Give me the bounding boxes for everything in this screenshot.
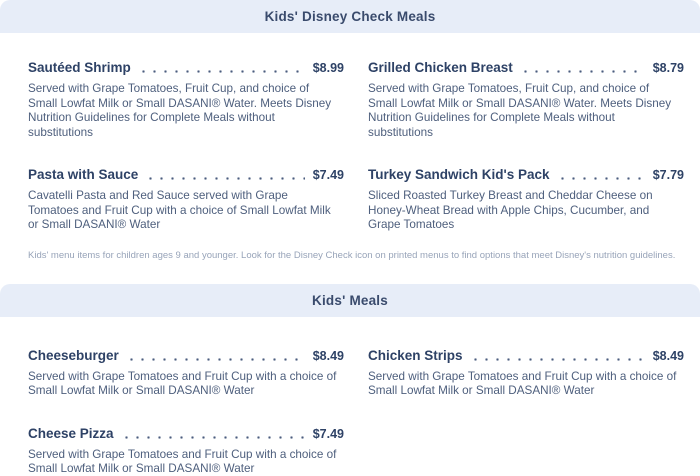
dot-leader bbox=[520, 70, 645, 73]
menu-item-cheeseburger bbox=[28, 347, 344, 399]
section-header bbox=[0, 0, 700, 33]
item-description: Cavatelli Pasta and Red Sauce served with Grape Tomatoes and Fruit Cup with a choice of Small Lowfat Milk or Small DASANI® Water bbox=[28, 189, 331, 231]
item-description: Served with Grape Tomatoes and Fruit Cup with a choice of Small Lowfat Milk or Small DASANI® Water bbox=[368, 369, 677, 397]
item-description: Sliced Roasted Turkey Breast and Cheddar Cheese on Honey-Wheat Bread with Apple Chips, Cucumber, and Grape Tomatoes bbox=[368, 189, 653, 231]
item-price: $7.49 bbox=[312, 168, 344, 182]
item-price: $8.49 bbox=[652, 348, 684, 363]
section-title: Kids' Meals bbox=[312, 292, 388, 308]
dot-leader bbox=[145, 177, 304, 180]
section-content bbox=[0, 317, 700, 476]
menu-item-chicken-strips bbox=[368, 347, 684, 399]
item-price: $7.79 bbox=[652, 168, 684, 182]
menu-item-header bbox=[28, 347, 344, 364]
section-content bbox=[0, 33, 700, 262]
item-name: Turkey Sandwich Kid's Pack bbox=[368, 167, 550, 182]
menu-item-cheese-pizza bbox=[28, 425, 344, 476]
item-name: Pasta with Sauce bbox=[28, 167, 139, 182]
dot-leader bbox=[126, 358, 305, 361]
menu-item-header bbox=[368, 347, 684, 364]
item-description: Served with Grape Tomatoes and Fruit Cup with a choice of Small Lowfat Milk or Small DASANI® Water bbox=[28, 369, 337, 397]
menu-item-turkey-sandwich-kids-pack bbox=[368, 166, 684, 233]
item-name: Grilled Chicken Breast bbox=[368, 60, 513, 75]
section-kids-meals bbox=[0, 284, 700, 476]
section-header bbox=[0, 284, 700, 317]
item-price: $8.99 bbox=[312, 61, 344, 75]
item-name: Chicken Strips bbox=[368, 347, 463, 363]
menu-item-grilled-chicken-breast bbox=[368, 59, 684, 140]
menu-item-header bbox=[28, 166, 344, 183]
dot-leader bbox=[121, 436, 305, 439]
dot-leader bbox=[557, 177, 645, 180]
item-price: $8.49 bbox=[312, 348, 344, 363]
menu-item-pasta-with-sauce bbox=[28, 166, 344, 233]
menu-item-header bbox=[28, 425, 344, 442]
item-description: Served with Grape Tomatoes, Fruit Cup, and choice of Small Lowfat Milk or Small DASANI® Water. Meets Disney Nutrition Guidelines for Complete Meals without substitutions bbox=[28, 82, 332, 139]
menu-grid bbox=[28, 59, 684, 233]
item-description: Served with Grape Tomatoes and Fruit Cup with a choice of Small Lowfat Milk or Small DASANI® Water bbox=[28, 447, 337, 475]
section-title: Kids' Disney Check Meals bbox=[264, 9, 436, 24]
menu-item-header bbox=[28, 59, 344, 76]
item-name: Cheeseburger bbox=[28, 347, 119, 363]
menu-item-sauteed-shrimp bbox=[28, 59, 344, 140]
item-name: Cheese Pizza bbox=[28, 425, 114, 441]
menu-grid bbox=[28, 347, 684, 476]
menu-item-header bbox=[368, 59, 684, 76]
dot-leader bbox=[138, 70, 305, 73]
item-description: Served with Grape Tomatoes, Fruit Cup, and choice of Small Lowfat Milk or Small DASANI® Water. Meets Disney Nutrition Guidelines for Complete Meals without substitutions bbox=[368, 82, 672, 139]
item-name: Sautéed Shrimp bbox=[28, 60, 131, 75]
item-price: $8.79 bbox=[652, 61, 684, 75]
dot-leader bbox=[470, 358, 645, 361]
item-price: $7.49 bbox=[312, 426, 344, 441]
kids-menu-footnote: Kids' menu items for children ages 9 and younger. Look for the Disney Check icon on printed menus to find options that meet Disney's nutrition guidelines. bbox=[28, 249, 676, 261]
menu-item-header bbox=[368, 166, 684, 183]
